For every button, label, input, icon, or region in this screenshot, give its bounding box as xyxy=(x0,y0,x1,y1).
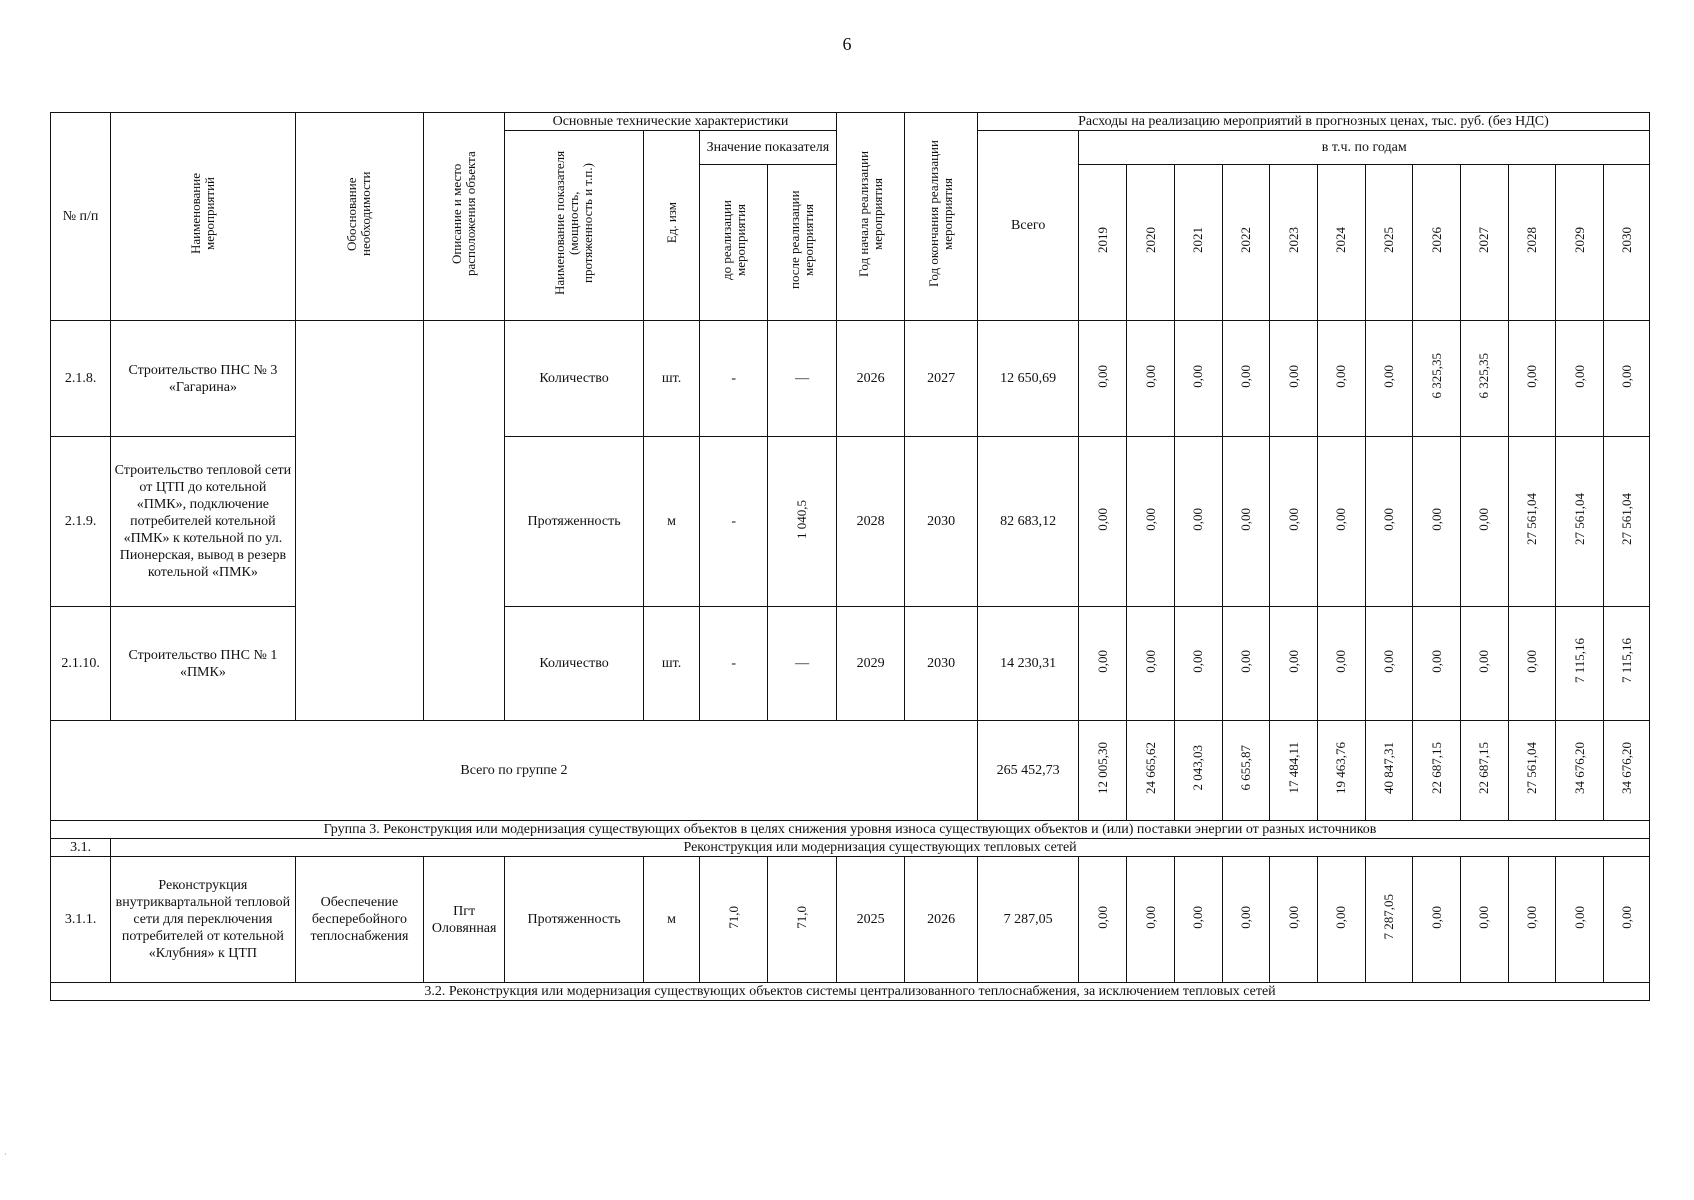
row-year-value: 0,00 xyxy=(1413,437,1461,607)
row-year-value: 0,00 xyxy=(1222,437,1270,607)
row-justification xyxy=(295,321,424,721)
row-year-value: 0,00 xyxy=(1508,857,1556,983)
row-num: 2.1.10. xyxy=(51,607,111,721)
table-row xyxy=(51,857,1650,983)
row-year-value: 27 561,04 xyxy=(1604,437,1650,607)
header-year-start: Год начала реализации мероприятия xyxy=(836,113,904,321)
row-year-value: 0,00 xyxy=(1079,321,1127,437)
header-indicator: Наименование показателя (мощность, протяженность и т.п.) xyxy=(505,131,644,321)
row-unit: м xyxy=(644,437,700,607)
row-start-year: 2025 xyxy=(836,857,904,983)
group-total-year: 34 676,20 xyxy=(1604,721,1650,821)
row-unit: шт. xyxy=(644,607,700,721)
header-year: 2028 xyxy=(1508,165,1556,321)
header-cost-group: Расходы на реализацию мероприятий в прогнозных ценах, тыс. руб. (без НДС) xyxy=(977,113,1649,131)
header-justification: Обоснование необходимости xyxy=(295,113,424,321)
row-justification: Обеспечение бесперебойного теплоснабжения xyxy=(295,857,424,983)
row-year-value: 0,00 xyxy=(1413,607,1461,721)
row-year-value: 0,00 xyxy=(1174,857,1222,983)
row-unit: м xyxy=(644,857,700,983)
row-after: — xyxy=(768,321,836,437)
row-year-value: 0,00 xyxy=(1317,607,1365,721)
header-value-group: Значение показателя xyxy=(700,131,837,165)
row-year-value: 7 287,05 xyxy=(1365,857,1413,983)
row-location xyxy=(424,321,505,721)
header-year: 2023 xyxy=(1270,165,1318,321)
header-unit: Ед. изм xyxy=(644,131,700,321)
row-end-year: 2027 xyxy=(905,321,978,437)
group-total-year: 6 655,87 xyxy=(1222,721,1270,821)
row-total: 14 230,31 xyxy=(977,607,1079,721)
group-total-sum: 265 452,73 xyxy=(977,721,1079,821)
row-year-value: 0,00 xyxy=(1460,607,1508,721)
table-row xyxy=(51,607,1650,721)
row-year-value: 0,00 xyxy=(1127,857,1175,983)
row-year-value: 0,00 xyxy=(1365,321,1413,437)
row-year-value: 0,00 xyxy=(1317,857,1365,983)
header-year: 2026 xyxy=(1413,165,1461,321)
row-year-value: 0,00 xyxy=(1174,321,1222,437)
row-start-year: 2026 xyxy=(836,321,904,437)
row-year-value: 0,00 xyxy=(1556,857,1604,983)
subsection-3-2-row xyxy=(51,983,1650,1001)
row-before: 71,0 xyxy=(700,857,768,983)
row-year-value: 0,00 xyxy=(1079,607,1127,721)
row-year-value: 0,00 xyxy=(1270,607,1318,721)
table-row xyxy=(51,437,1650,607)
row-year-value: 0,00 xyxy=(1222,321,1270,437)
row-year-value: 0,00 xyxy=(1174,607,1222,721)
header-year: 2030 xyxy=(1604,165,1650,321)
row-year-value: 6 325,35 xyxy=(1460,321,1508,437)
header-year: 2020 xyxy=(1127,165,1175,321)
row-year-value: 27 561,04 xyxy=(1508,437,1556,607)
row-after: — xyxy=(768,607,836,721)
group-total-year: 22 687,15 xyxy=(1413,721,1461,821)
row-year-value: 0,00 xyxy=(1222,607,1270,721)
header-before: до реализации мероприятия xyxy=(700,165,768,321)
row-year-value: 0,00 xyxy=(1413,857,1461,983)
row-name: Строительство тепловой сети от ЦТП до котельной «ПМК», подключение потребителей котельной «ПМК» к котельной по ул. Пионерская, вывод в резерв котельной «ПМК» xyxy=(111,437,296,607)
header-location: Описание и место расположения объекта xyxy=(424,113,505,321)
header-year-end: Год окончания реализации мероприятия xyxy=(905,113,978,321)
row-year-value: 0,00 xyxy=(1079,437,1127,607)
row-year-value: 0,00 xyxy=(1317,321,1365,437)
header-row-1 xyxy=(51,113,1650,131)
row-end-year: 2030 xyxy=(905,437,978,607)
row-name: Реконструкция внутриквартальной тепловой сети для переключения потребителей от котельной «Клубния» к ЦТП xyxy=(111,857,296,983)
row-indicator: Протяженность xyxy=(505,437,644,607)
header-name: Наименование мероприятий xyxy=(111,113,296,321)
group-total-year: 12 005,30 xyxy=(1079,721,1127,821)
group-3-title: Группа 3. Реконструкция или модернизация существующих объектов в целях снижения уровня износа существующих объектов и (или) поставки энергии от разных источников xyxy=(51,821,1650,839)
row-indicator: Количество xyxy=(505,321,644,437)
header-year: 2022 xyxy=(1222,165,1270,321)
subsection-3-1-row xyxy=(51,839,1650,857)
row-year-value: 0,00 xyxy=(1508,607,1556,721)
row-unit: шт. xyxy=(644,321,700,437)
header-num: № п/п xyxy=(51,113,111,321)
row-year-value: 0,00 xyxy=(1556,321,1604,437)
row-total: 12 650,69 xyxy=(977,321,1079,437)
row-year-value: 0,00 xyxy=(1604,857,1650,983)
row-num: 3.1.1. xyxy=(51,857,111,983)
row-year-value: 0,00 xyxy=(1127,437,1175,607)
row-year-value: 0,00 xyxy=(1222,857,1270,983)
row-year-value: 0,00 xyxy=(1127,321,1175,437)
group-total-year: 17 484,11 xyxy=(1270,721,1318,821)
row-year-value: 0,00 xyxy=(1270,321,1318,437)
row-year-value: 0,00 xyxy=(1365,607,1413,721)
subsection-3-2-title: 3.2. Реконструкция или модернизация существующих объектов системы централизованного теплоснабжения, за исключением тепловых сетей xyxy=(51,983,1650,1001)
row-end-year: 2030 xyxy=(905,607,978,721)
row-year-value: 0,00 xyxy=(1127,607,1175,721)
group-total-year: 40 847,31 xyxy=(1365,721,1413,821)
group-total-row xyxy=(51,721,1650,821)
row-year-value: 0,00 xyxy=(1460,857,1508,983)
row-indicator: Протяженность xyxy=(505,857,644,983)
row-year-value: 0,00 xyxy=(1604,321,1650,437)
investment-table xyxy=(50,112,1650,1001)
row-year-value: 6 325,35 xyxy=(1413,321,1461,437)
group-total-year: 19 463,76 xyxy=(1317,721,1365,821)
group-total-label: Всего по группе 2 xyxy=(51,721,978,821)
header-after: после реализации мероприятия xyxy=(768,165,836,321)
header-year: 2021 xyxy=(1174,165,1222,321)
row-total: 82 683,12 xyxy=(977,437,1079,607)
row-indicator: Количество xyxy=(505,607,644,721)
row-year-value: 0,00 xyxy=(1365,437,1413,607)
row-start-year: 2029 xyxy=(836,607,904,721)
header-tech-group: Основные технические характеристики xyxy=(505,113,837,131)
row-year-value: 7 115,16 xyxy=(1556,607,1604,721)
row-after: 1 040,5 xyxy=(768,437,836,607)
row-before: - xyxy=(700,321,768,437)
row-name: Строительство ПНС № 1 «ПМК» xyxy=(111,607,296,721)
row-name: Строительство ПНС № 3 «Гагарина» xyxy=(111,321,296,437)
row-before: - xyxy=(700,437,768,607)
row-year-value: 7 115,16 xyxy=(1604,607,1650,721)
row-before: - xyxy=(700,607,768,721)
row-year-value: 0,00 xyxy=(1174,437,1222,607)
header-year: 2027 xyxy=(1460,165,1508,321)
group-total-year: 34 676,20 xyxy=(1556,721,1604,821)
table-row xyxy=(51,321,1650,437)
row-year-value: 0,00 xyxy=(1270,437,1318,607)
group-3-row xyxy=(51,821,1650,839)
row-num: 2.1.8. xyxy=(51,321,111,437)
row-year-value: 0,00 xyxy=(1317,437,1365,607)
header-by-years: в т.ч. по годам xyxy=(1079,131,1650,165)
group-total-year: 24 665,62 xyxy=(1127,721,1175,821)
group-total-year: 27 561,04 xyxy=(1508,721,1556,821)
header-year: 2019 xyxy=(1079,165,1127,321)
group-total-year: 22 687,15 xyxy=(1460,721,1508,821)
group-total-year: 2 043,03 xyxy=(1174,721,1222,821)
row-year-value: 0,00 xyxy=(1508,321,1556,437)
row-year-value: 27 561,04 xyxy=(1556,437,1604,607)
row-year-value: 0,00 xyxy=(1079,857,1127,983)
row-year-value: 0,00 xyxy=(1270,857,1318,983)
scan-mark: · xyxy=(4,1150,7,1159)
subsection-3-1-num: 3.1. xyxy=(51,839,111,857)
row-total: 7 287,05 xyxy=(977,857,1079,983)
header-total: Всего xyxy=(977,131,1079,321)
row-end-year: 2026 xyxy=(905,857,978,983)
header-year: 2024 xyxy=(1317,165,1365,321)
subsection-3-1-title: Реконструкция или модернизация существующих тепловых сетей xyxy=(111,839,1650,857)
header-year: 2029 xyxy=(1556,165,1604,321)
header-year: 2025 xyxy=(1365,165,1413,321)
row-after: 71,0 xyxy=(768,857,836,983)
row-location: Пгт Оловянная xyxy=(424,857,505,983)
row-num: 2.1.9. xyxy=(51,437,111,607)
page-number: 6 xyxy=(842,34,852,54)
row-year-value: 0,00 xyxy=(1460,437,1508,607)
row-start-year: 2028 xyxy=(836,437,904,607)
